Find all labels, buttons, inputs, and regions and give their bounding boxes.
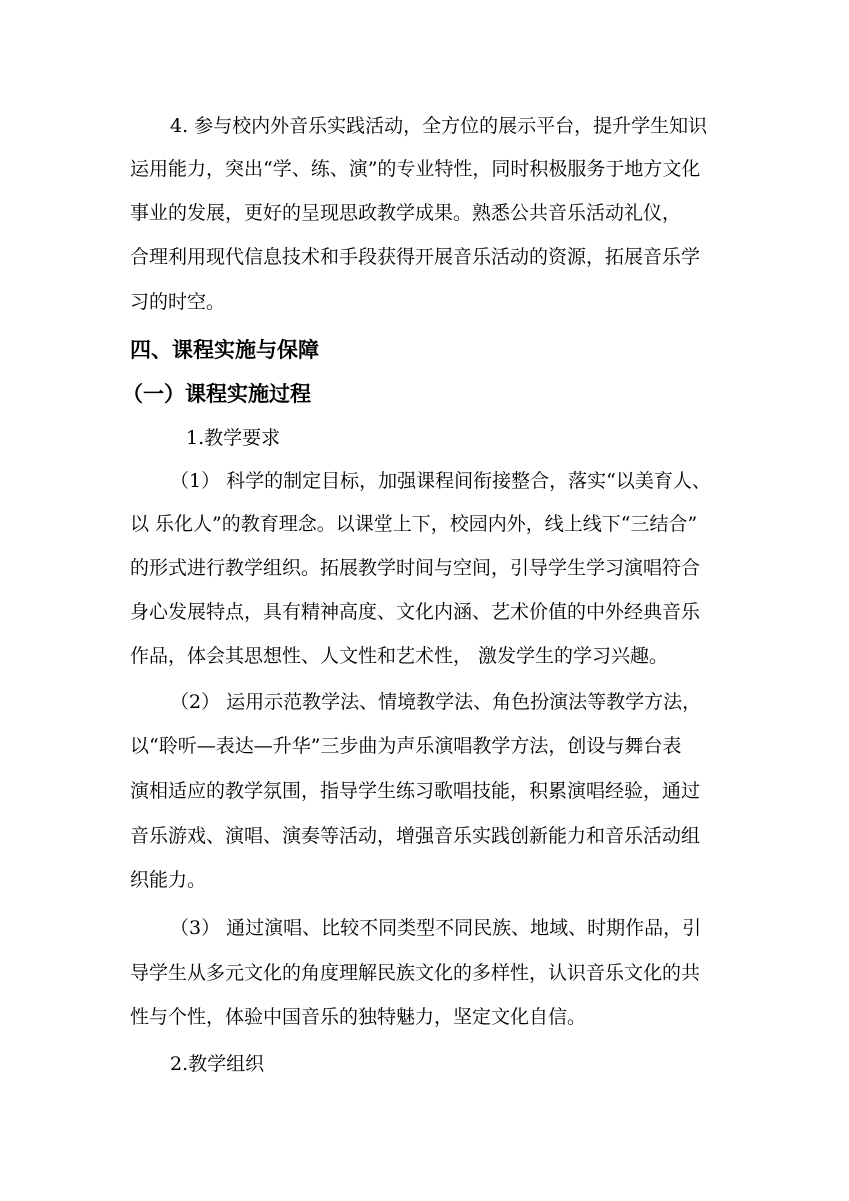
subsection-heading: （一）课程实施过程: [122, 382, 311, 406]
paragraph-line: 作品，体会其思想性、人文性和艺术性， 激发学生的学习兴趣。: [130, 645, 669, 667]
paragraph-line: 演相适应的教学氛围，指导学生练习歌唱技能，积累演唱经验，通过: [130, 780, 701, 802]
paragraph-line: 习的时空。: [130, 291, 226, 313]
item-title: 2.教学组织: [170, 1053, 265, 1075]
paragraph-line: 的形式进行教学组织。拓展教学时间与空间，引导学生学习演唱符合: [130, 557, 701, 579]
paragraph-line: （1） 科学的制定目标，加强课程间衔接整合，落实“以美育人、: [170, 470, 711, 492]
paragraph-line: 以“聆听—表达—升华”三步曲为声乐演唱教学方法，创设与舞台表: [130, 735, 682, 757]
paragraph-line: 运用能力，突出“学、练、演”的专业特性，同时积极服务于地方文化: [130, 158, 701, 180]
paragraph-line: 音乐游戏、演唱、演奏等活动，增强音乐实践创新能力和音乐活动组: [130, 825, 701, 847]
paragraph-line: 4. 参与校内外音乐实践活动，全方位的展示平台，提升学生知识: [170, 115, 708, 137]
paragraph-line: （3） 通过演唱、比较不同类型不同民族、地域、时期作品，引: [170, 917, 702, 939]
paragraph-line: （2） 运用示范教学法、情境教学法、角色扮演法等教学方法，: [170, 691, 702, 713]
paragraph-line: 身心发展特点，具有精神高度、文化内涵、艺术价值的中外经典音乐: [130, 601, 701, 623]
section-heading: 四、课程实施与保障: [130, 338, 319, 362]
paragraph-line: 导学生从多元文化的角度理解民族文化的多样性，认识音乐文化的共: [130, 962, 701, 984]
paragraph-line: 织能力。: [130, 869, 207, 891]
paragraph-line: 以 乐化人”的教育理念。以课堂上下，校园内外，线上线下“三结合”: [130, 513, 698, 535]
item-title: 1.教学要求: [186, 427, 281, 449]
paragraph-line: 合理利用现代信息技术和手段获得开展音乐活动的资源，拓展音乐学: [130, 246, 701, 268]
paragraph-line: 事业的发展，更好的呈现思政教学成果。熟悉公共音乐活动礼仪，: [130, 202, 682, 224]
paragraph-line: 性与个性，体验中国音乐的独特魅力，坚定文化自信。: [130, 1006, 587, 1028]
